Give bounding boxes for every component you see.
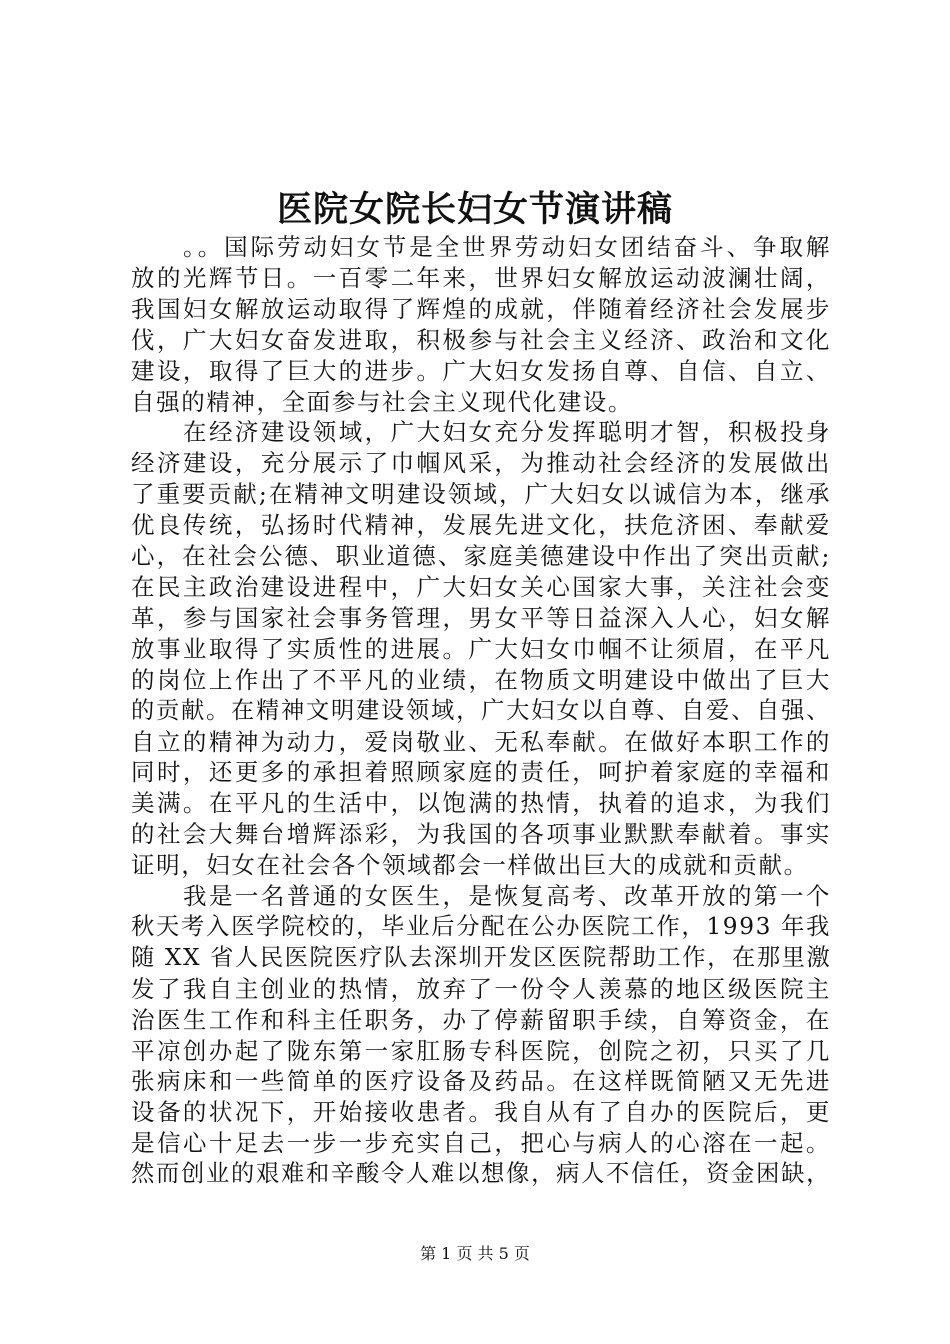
text-line: 的社会大舞台增辉添彩，为我国的各项事业默默奉献着。事实 [131, 820, 831, 849]
document-body [131, 232, 831, 1190]
text-line: 平凉创办起了陇东第一家肛肠专科医院，创院之初，只买了几 [131, 1036, 831, 1065]
text-line: 自强的精神，全面参与社会主义现代化建设。 [131, 387, 633, 416]
text-line: 同时，还更多的承担着照顾家庭的责任，呵护着家庭的幸福和 [131, 758, 831, 787]
text-line: 的贡献。在精神文明建设领域，广大妇女以自尊、自爱、自强、 [131, 696, 831, 724]
text-line: 自立的精神为动力，爱岗敬业、无私奉献。在做好本职工作的 [131, 727, 831, 756]
text-line: 我国妇女解放运动取得了辉煌的成就，伴随着经济社会发展步 [131, 294, 831, 323]
text-line: 证明，妇女在社会各个领域都会一样做出巨大的成就和贡献。 [131, 851, 809, 880]
text-line: 秋天考入医学院校的，毕业后分配在公办医院工作，1993 年我 [131, 912, 831, 940]
text-line: 了重要贡献;在精神文明建设领域，广大妇女以诚信为本，继承 [131, 480, 831, 509]
text-line: 随 XX 省人民医院医疗队去深圳开发区医院帮助工作，在那里激 [131, 943, 832, 971]
text-line: 伐，广大妇女奋发进取，积极参与社会主义经济、政治和文化 [131, 325, 831, 354]
text-line: 优良传统，弘扬时代精神，发展先进文化，扶危济困、奉献爱 [131, 511, 831, 540]
text-line: 在经济建设领域，广大妇女充分发挥聪明才智，积极投身 [183, 418, 831, 447]
page-title: 医院女院长妇女节演讲稿 [276, 189, 673, 230]
page-footer: 第 1 页 共 5 页 [420, 1244, 530, 1263]
text-line: 设备的状况下，开始接收患者。我自从有了自办的医院后，更 [131, 1098, 831, 1127]
text-line: 是信心十足去一步一步充实自己，把心与病人的心溶在一起。 [131, 1129, 831, 1158]
paragraph-3 [131, 881, 831, 1190]
text-line: 放事业取得了实质性的进展。广大妇女巾帼不让须眉，在平凡 [131, 634, 831, 663]
paragraph-2 [131, 417, 831, 881]
text-line: 然而创业的艰难和辛酸令人难以想像，病人不信任，资金困缺， [131, 1160, 831, 1188]
text-line: 经济建设，充分展示了巾帼风采，为推动社会经济的发展做出 [131, 449, 831, 478]
text-line: 的岗位上作出了不平凡的业绩，在物质文明建设中做出了巨大 [131, 665, 831, 694]
text-line: 放的光辉节日。一百零二年来，世界妇女解放运动波澜壮阔， [131, 263, 831, 292]
text-line: 。。国际劳动妇女节是全世界劳动妇女团结奋斗、争取解 [183, 233, 831, 261]
text-line: 建设，取得了巨大的进步。广大妇女发扬自尊、自信、自立、 [131, 356, 831, 385]
text-line: 心，在社会公德、职业道德、家庭美德建设中作出了突出贡献; [131, 542, 831, 571]
text-line: 发了我自主创业的热情，放弃了一份令人羡慕的地区级医院主 [131, 974, 831, 1003]
paragraph-1 [131, 232, 831, 417]
text-line: 革，参与国家社会事务管理，男女平等日益深入人心，妇女解 [131, 603, 831, 632]
text-line: 在民主政治建设进程中，广大妇女关心国家大事，关注社会变 [131, 572, 831, 601]
text-line: 美满。在平凡的生活中，以饱满的热情，执着的追求，为我们 [131, 789, 831, 818]
text-line: 我是一名普通的女医生，是恢复高考、改革开放的第一个 [183, 882, 831, 911]
text-line: 张病床和一些简单的医疗设备及药品。在这样既简陋又无先进 [131, 1067, 831, 1096]
text-line: 治医生工作和科主任职务，办了停薪留职手续，自筹资金，在 [131, 1005, 831, 1034]
